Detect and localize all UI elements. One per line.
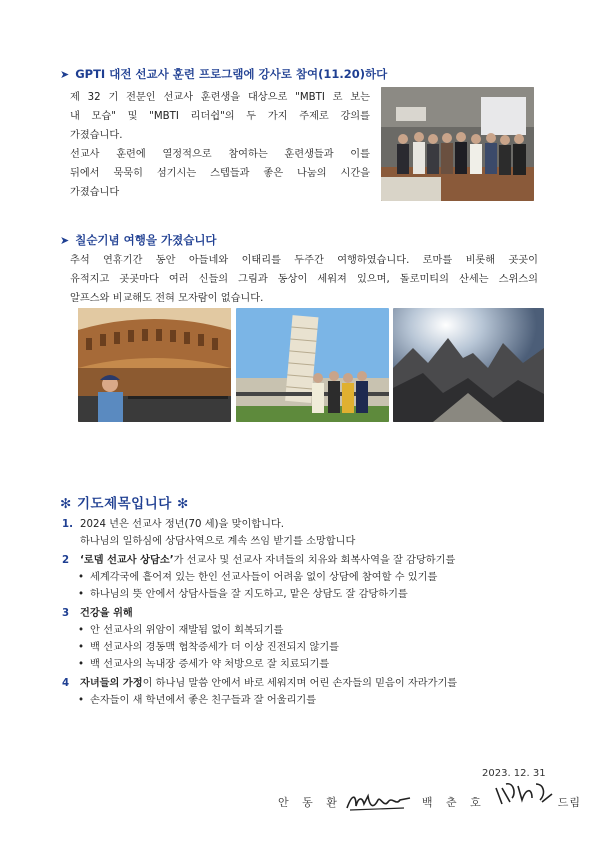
chevron-right-icon: ➤ [60, 67, 70, 81]
section1-line: 내 모습" 및 "MBTI 리더쉽"의 두 가지 주제로 강의를 [70, 111, 370, 122]
section1-line: 가졌습니다. [70, 130, 123, 141]
signature-2-image [492, 780, 556, 810]
colosseum-photo [78, 308, 231, 422]
prayer-item-bold: ‘로뎀 선교사 상담소’ [80, 555, 174, 566]
dolomites-photo [393, 308, 544, 422]
chevron-right-icon: ➤ [60, 233, 70, 247]
prayer-item [62, 605, 542, 622]
section1-line: 뒤에서 묵묵히 섬기시는 스텝들과 좋은 나눔의 시간을 [70, 168, 370, 179]
prayer-item-text: 2024 년은 선교사 정년(70 세)을 맞이합니다. [80, 519, 285, 530]
section1-title: GPTI 대전 선교사 훈련 프로그램에 강사로 참여(11.20)하다 [75, 67, 388, 81]
prayer-bullet: • 백 선교사의 경동맥 협착증세가 더 이상 진전되지 않기를 [78, 639, 542, 656]
section2-heading [60, 232, 217, 248]
prayer-bullet: • 백 선교사의 녹내장 증세가 약 처방으로 잘 치료되기를 [78, 656, 542, 673]
prayer-bullet: • 하나님의 뜻 안에서 상담사들을 잘 지도하고, 맡은 상담도 잘 감당하기를 [78, 586, 542, 603]
signer-name-1: 안 동 환 [278, 796, 342, 809]
section1-line: 제 32 기 전문인 선교사 훈련생을 대상으로 "MBTI 로 보는 [70, 92, 370, 103]
prayer-item [62, 516, 542, 533]
section1-line: 가졌습니다 [70, 187, 120, 198]
section2-title: 칠순기념 여행을 가졌습니다 [75, 233, 217, 247]
section2-line: 유적지고 곳곳마다 여러 신들의 그림과 동상이 세워져 있으며, 돌로미티의 산세는 스위스의 [70, 274, 538, 285]
prayer-item-number: 3 [62, 608, 70, 619]
section2-line: 알프스와 비교해도 전혀 모자람이 없습니다. [70, 293, 264, 304]
prayer-item-text: 이 하나님 말씀 안에서 바로 세워지며 어린 손자들의 믿음이 자라가기를 [142, 678, 458, 689]
prayer-item [62, 675, 542, 692]
section2-line: 추석 연휴기간 동안 아들네와 이태리를 두주간 여행하였습니다. 로마를 비롯해 곳곳이 [70, 255, 538, 266]
signer-name-2: 백 춘 호 [421, 796, 486, 809]
prayer-item-number: 1. [62, 519, 73, 530]
section1-line: 선교사 훈련에 열정적으로 참여하는 훈련생들과 이를 [70, 149, 370, 160]
prayer-bullet: • 세계각국에 흩어져 있는 한인 선교사들이 어려움 없이 상담에 참여할 수 있기를 [78, 569, 542, 586]
prayer-title: ✻ 기도제목입니다 ✻ [60, 496, 189, 512]
prayer-item [62, 552, 542, 569]
group-photo [381, 87, 534, 201]
signature-1-image [344, 790, 414, 814]
section1-heading [60, 66, 387, 82]
prayer-item-bold: 자녀들의 가정 [80, 678, 143, 689]
prayer-item-number: 4 [62, 678, 70, 689]
prayer-bullet: • 손자들이 새 학년에서 좋은 친구들과 잘 어울리기를 [78, 692, 542, 709]
prayer-item-bold: 건강을 위해 [80, 608, 133, 619]
prayer-item-number: 2 [62, 555, 70, 566]
prayer-item-text: 가 선교사 및 선교사 자녀들의 치유와 회복사역을 잘 감당하기를 [173, 555, 456, 566]
section1-body [70, 88, 370, 202]
letter-date: 2023. 12. 31 [482, 768, 546, 779]
prayer-list [62, 516, 542, 709]
prayer-item-text: 하나님의 일하심에 상담사역으로 계속 쓰임 받기를 소망합니다 [80, 536, 356, 547]
closing-word: 드림 [557, 796, 582, 809]
signature-line [278, 790, 581, 814]
section2-body [70, 251, 538, 308]
prayer-bullet: • 안 선교사의 위암이 재발됨 없이 회복되기를 [78, 622, 542, 639]
pisa-tower-photo [236, 308, 389, 422]
